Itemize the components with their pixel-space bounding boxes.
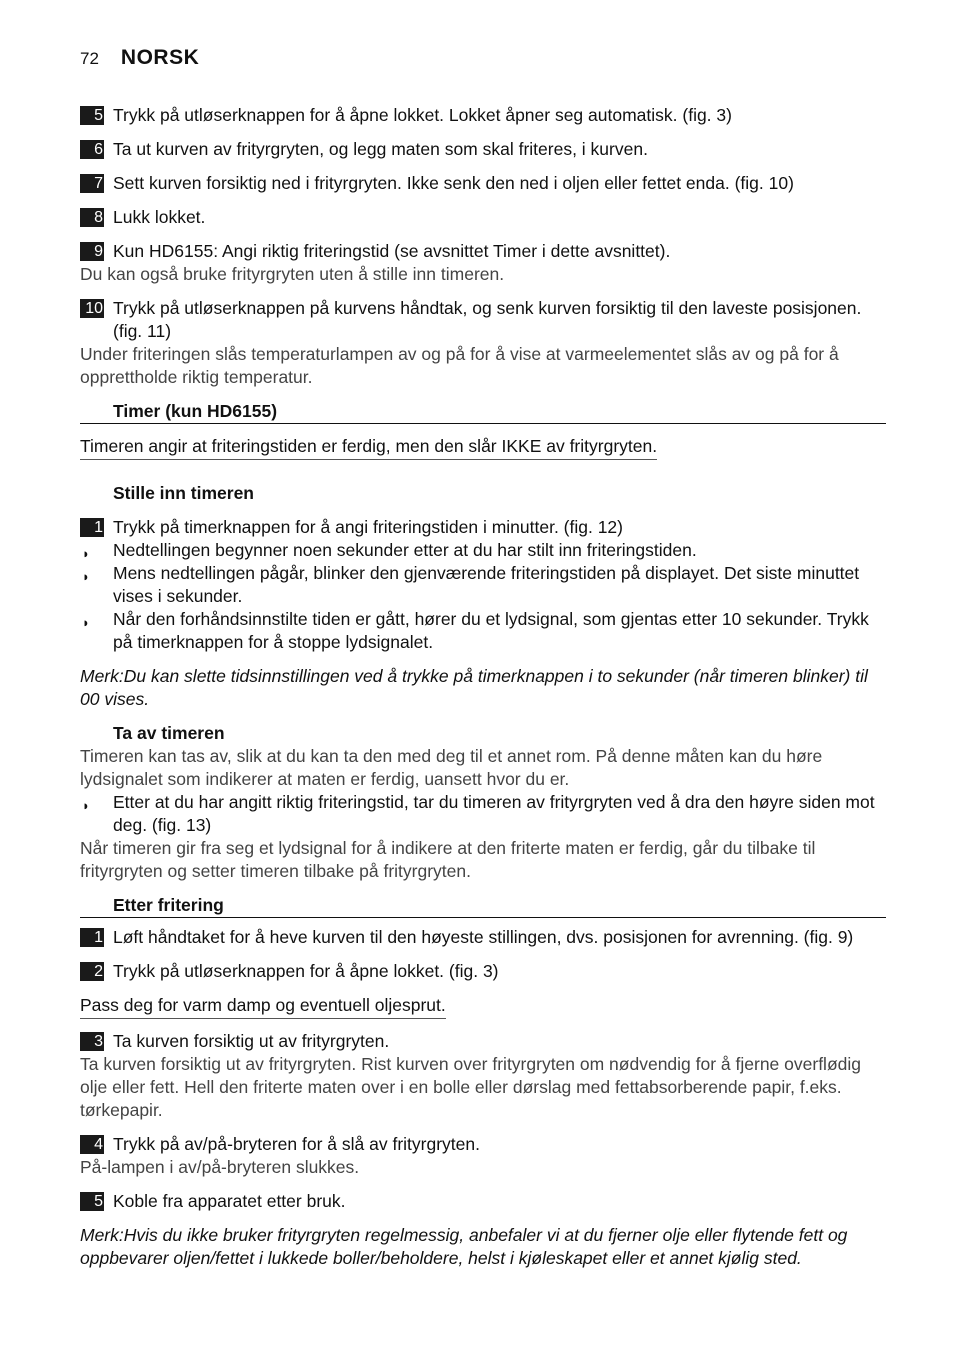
page-number: 72: [80, 49, 99, 68]
bullet-item: [80, 539, 886, 562]
step-9: [80, 240, 886, 263]
timer-note: Merk:Du kan slette tidsinnstillingen ved å trykke på timerknappen i to sekunder (når timeren blinker) til 00 vises.: [80, 666, 868, 709]
after-step-2: [80, 960, 886, 983]
timer-warning: Timeren angir at friteringstiden er ferdig, men den slår IKKE av frityrgryten.: [80, 435, 657, 460]
after-step-3-subtext: Ta kurven forsiktig ut av frityrgryten. Rist kurven over frityrgryten om nødvendig for å fjerne overflødig olje eller fett. Hell den friterte maten over i en bolle eller dørslag med fettabsorberende papir, f.eks. tørkepapir.: [80, 1054, 861, 1120]
step-10-subtext: Under friteringen slås temperaturlampen av og på for å vise at varmeelementet slås av og på for å opprettholde riktig temperatur.: [80, 344, 839, 387]
step-text: Lukk lokket.: [113, 207, 206, 227]
step-9-subtext: Du kan også bruke frityrgryten uten å stille inn timeren.: [80, 264, 505, 284]
step-number: 7: [80, 174, 104, 193]
bullet-item: [80, 608, 886, 654]
bullet-icon: ◗: [82, 569, 90, 584]
step-5: [80, 104, 886, 127]
bullet-text: Nedtellingen begynner noen sekunder etter at du har stilt inn friteringstiden.: [113, 540, 697, 560]
step-number: 10: [80, 299, 104, 318]
manual-page: [80, 46, 886, 1270]
after-step-1: [80, 926, 886, 949]
subheading-set-timer: Stille inn timeren: [113, 483, 254, 503]
step-number: 3: [80, 1032, 104, 1051]
bullet-text: Når den forhåndsinnstilte tiden er gått, hører du et lydsignal, som gjentas etter 10 sekunder. Trykk på timerknappen for å stoppe lydsignalet.: [113, 609, 869, 652]
step-text: Ta ut kurven av frityrgryten, og legg maten som skal friteres, i kurven.: [113, 139, 648, 159]
step-text: Ta kurven forsiktig ut av frityrgryten.: [113, 1031, 390, 1051]
timer-step-1: [80, 516, 886, 539]
bullet-icon: ◗: [82, 615, 90, 630]
bullet-item: [80, 562, 886, 608]
step-text: Løft håndtaket for å heve kurven til den høyeste stillingen, dvs. posisjonen for avrenning. (fig. 9): [113, 927, 854, 947]
step-6: [80, 138, 886, 161]
step-10: [80, 297, 886, 343]
step-number: 9: [80, 242, 104, 261]
step-8: [80, 206, 886, 229]
after-step-4-subtext: På-lampen i av/på-bryteren slukkes.: [80, 1157, 360, 1177]
step-text: Kun HD6155: Angi riktig friteringstid (se avsnittet Timer i dette avsnittet).: [113, 241, 671, 261]
step-text: Trykk på utløserknappen på kurvens håndtak, og senk kurven forsiktig til den laveste posisjonen. (fig. 11): [113, 298, 862, 341]
step-7: [80, 172, 886, 195]
bullet-text: Mens nedtellingen pågår, blinker den gjenværende friteringstiden på displayet. Det siste minuttet vises i sekunder.: [113, 563, 860, 606]
after-step-4: [80, 1133, 886, 1156]
storage-note: Merk:Hvis du ikke bruker frityrgryten regelmessig, anbefaler vi at du fjerner olje eller flytende fett og oppbevarer oljen/fettet i lukkede boller/beholdere, helst i kjøleskapet eller et annet kjølig sted.: [80, 1225, 848, 1268]
remove-timer-text: Timeren kan tas av, slik at du kan ta den med deg til et annet rom. På denne måten kan du høre lydsignalet som indikerer at maten er ferdig, uansett hvor du er.: [80, 746, 823, 789]
page-header: [80, 46, 886, 70]
step-number: 1: [80, 518, 104, 537]
remove-timer-after: Når timeren gir fra seg et lydsignal for å indikere at den friterte maten er ferdig, går du tilbake til frityrgryten og setter timeren tilbake på frityrgryten.: [80, 838, 816, 881]
step-number: 2: [80, 962, 104, 981]
step-text: Trykk på av/på-bryteren for å slå av frityrgryten.: [113, 1134, 480, 1154]
bullet-item: [80, 791, 886, 837]
step-number: 5: [80, 106, 104, 125]
bullet-text: Etter at du har angitt riktig friteringstid, tar du timeren av frityrgryten ved å dra den høyre siden mot deg. (fig. 13): [113, 792, 875, 835]
after-step-3: [80, 1030, 886, 1053]
step-text: Koble fra apparatet etter bruk.: [113, 1191, 346, 1211]
section-heading-after-frying: Etter fritering: [80, 894, 886, 918]
step-text: Sett kurven forsiktig ned i frityrgryten. Ikke senk den ned i oljen eller fettet enda. (fig. 10): [113, 173, 794, 193]
step-number: 4: [80, 1135, 104, 1154]
step-number: 1: [80, 928, 104, 947]
section-heading-timer: Timer (kun HD6155): [80, 400, 886, 424]
language-title: NORSK: [120, 46, 200, 69]
subheading-remove-timer: Ta av timeren: [113, 723, 225, 743]
after-step-5: [80, 1190, 886, 1213]
step-number: 5: [80, 1192, 104, 1211]
step-text: Trykk på utløserknappen for å åpne lokket. Lokket åpner seg automatisk. (fig. 3): [113, 105, 732, 125]
step-text: Trykk på timerknappen for å angi friteringstiden i minutter. (fig. 12): [113, 517, 623, 537]
step-number: 8: [80, 208, 104, 227]
step-text: Trykk på utløserknappen for å åpne lokket. (fig. 3): [113, 961, 499, 981]
bullet-icon: ◗: [82, 546, 90, 561]
step-number: 6: [80, 140, 104, 159]
steam-warning: Pass deg for varm damp og eventuell oljesprut.: [80, 994, 446, 1019]
bullet-icon: ◗: [82, 798, 90, 813]
